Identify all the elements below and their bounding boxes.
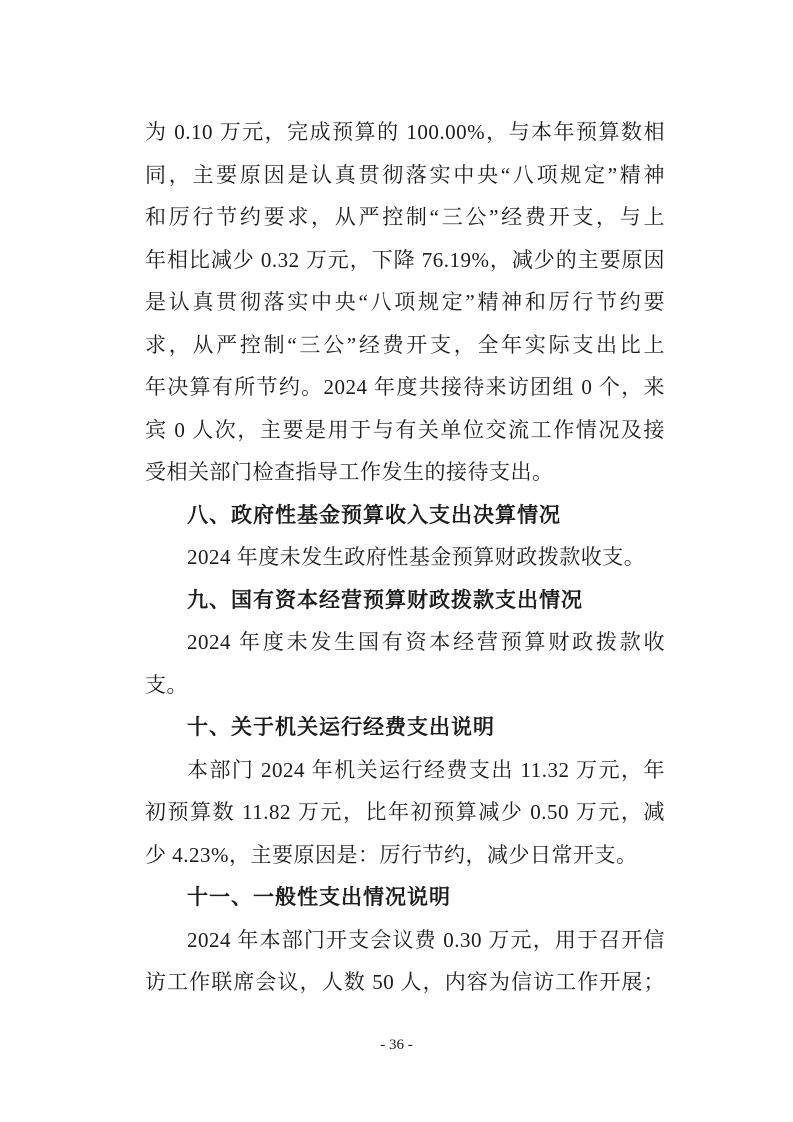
section-heading: 十、关于机关运行经费支出说明 — [187, 715, 495, 739]
page-number: - 36 - — [380, 1037, 413, 1053]
paragraph-line: 和厉行节约要求，从严控制“三公”经费开支，与上 — [145, 205, 665, 229]
paragraph-line: 同，主要原因是认真贯彻落实中央“八项规定”精神 — [145, 162, 665, 187]
paragraph-line: 宾 0 人次，主要是用于与有关单位交流工作情况及接 — [145, 417, 665, 442]
paragraph-line: 少 4.23%，主要原因是：厉行节约，减少日常开支。 — [145, 842, 638, 867]
paragraph-line: 初预算数 11.82 万元，比年初预算减少 0.50 万元，减 — [145, 800, 665, 824]
paragraph-line: 为 0.10 万元，完成预算的 100.00%，与本年预算数相 — [145, 120, 665, 144]
paragraph-line: 求，从严控制“三公”经费开支，全年实际支出比上 — [145, 332, 665, 357]
section-heading: 八、政府性基金预算收入支出决算情况 — [187, 502, 561, 527]
paragraph-line: 2024 年度未发生政府性基金预算财政拨款收支。 — [187, 545, 646, 569]
paragraph-line: 访工作联席会议，人数 50 人，内容为信访工作开展； — [145, 970, 665, 994]
paragraph-line: 2024 年度未发生国有资本经营预算财政拨款收 — [187, 630, 665, 654]
page-footer — [0, 1033, 793, 1057]
section-heading: 十一、一般性支出情况说明 — [187, 885, 451, 909]
paragraph-line: 年相比减少 0.32 万元，下降 76.19%，减少的主要原因 — [145, 247, 665, 272]
paragraph-line: 支。 — [145, 672, 188, 697]
paragraph-line: 是认真贯彻落实中央“八项规定”精神和厉行节约要 — [145, 290, 665, 314]
paragraph-line: 2024 年本部门开支会议费 0.30 万元，用于召开信 — [187, 927, 665, 952]
paragraph-line: 受相关部门检查指导工作发生的接待支出。 — [145, 460, 554, 484]
paragraph-line: 本部门 2024 年机关运行经费支出 11.32 万元，年 — [187, 757, 665, 782]
paragraph-line: 年决算有所节约。2024 年度共接待来访团组 0 个，来 — [145, 375, 665, 399]
document-content — [145, 111, 665, 1004]
section-heading: 九、国有资本经营预算财政拨款支出情况 — [187, 587, 583, 612]
